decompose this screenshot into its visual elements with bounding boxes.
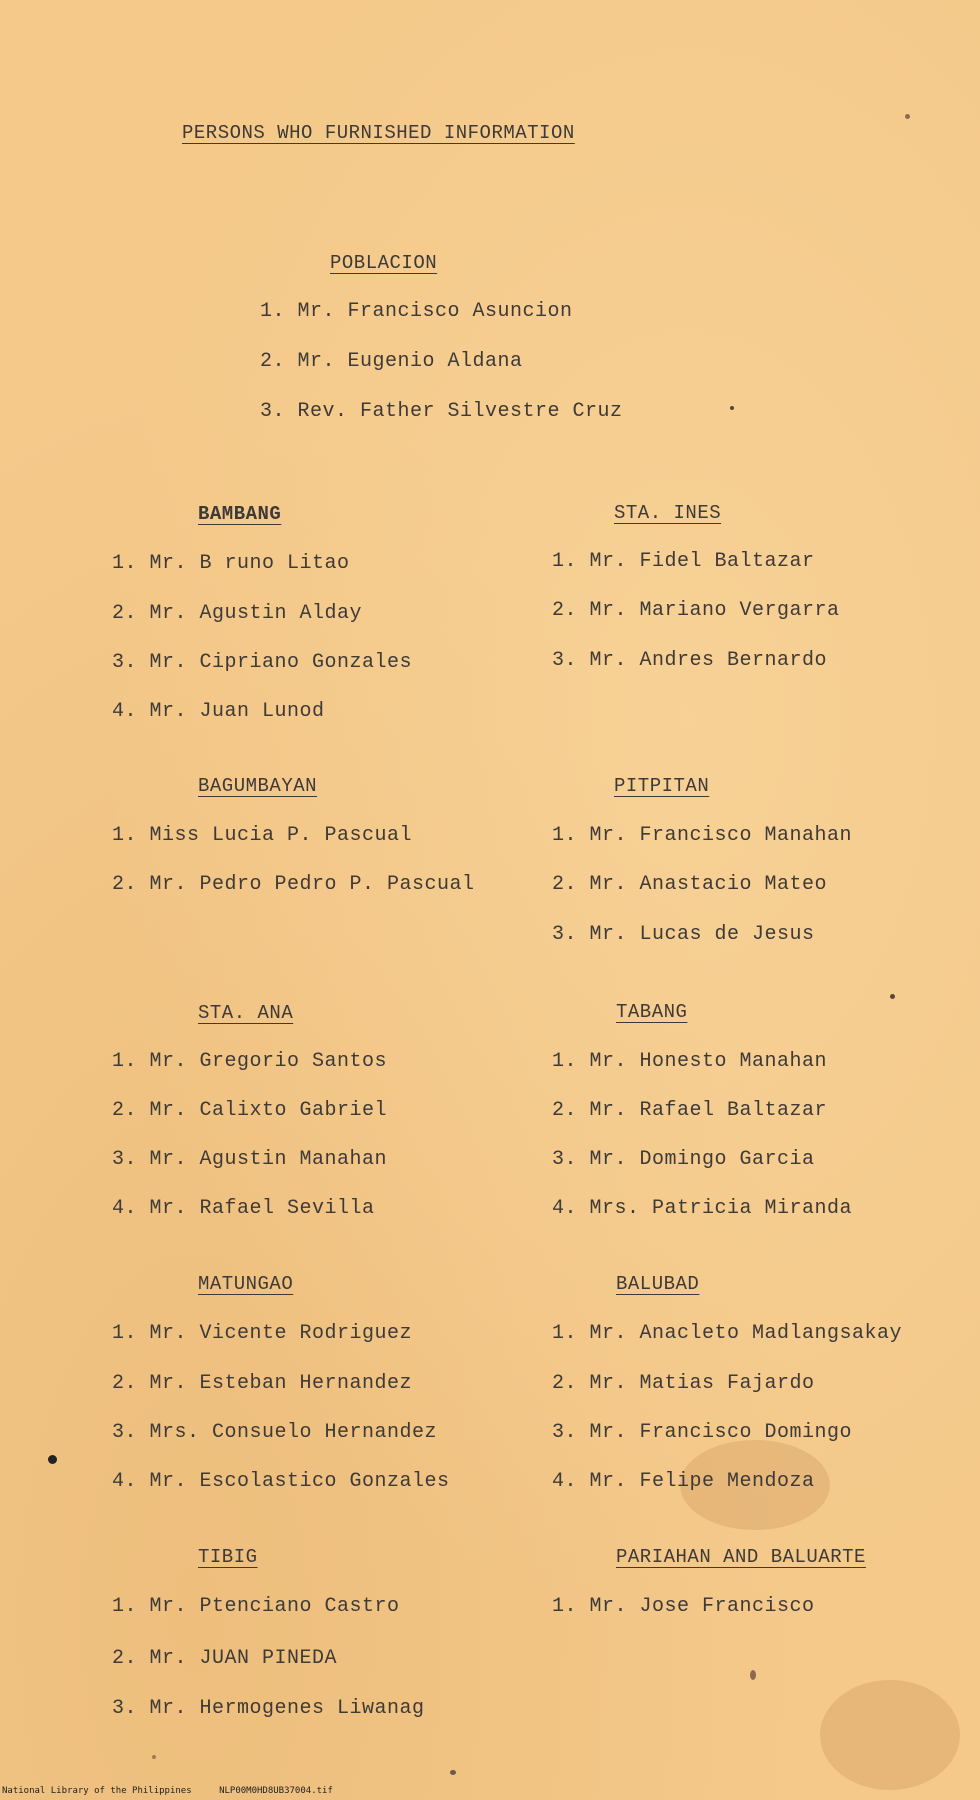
ink-speck (750, 1670, 756, 1680)
ink-speck (152, 1755, 156, 1759)
person-entry: 3. Mrs. Consuelo Hernandez (112, 1421, 438, 1444)
ink-speck (450, 1770, 456, 1775)
person-entry: 2. Mr. Pedro Pedro P. Pascual (112, 873, 475, 896)
person-entry: 1. Mr. Honesto Manahan (552, 1050, 828, 1073)
person-entry: 3. Rev. Father Silvestre Cruz (260, 400, 623, 423)
person-entry: 1. Mr. Ptenciano Castro (112, 1595, 400, 1618)
person-entry: 4. Mr. Juan Lunod (112, 700, 325, 723)
person-entry: 2. Mr. Rafael Baltazar (552, 1099, 828, 1122)
ink-speck (48, 1455, 57, 1464)
section-heading-tibig: TIBIG (198, 1546, 258, 1568)
section-heading-balubad: BALUBAD (616, 1273, 700, 1295)
person-entry: 3. Mr. Lucas de Jesus (552, 923, 815, 946)
person-entry: 1. Mr. Francisco Manahan (552, 824, 853, 847)
section-heading-bagumbayan: BAGUMBAYAN (198, 775, 318, 797)
person-entry: 3. Mr. Domingo Garcia (552, 1148, 815, 1171)
section-heading-pitpitan: PITPITAN (614, 775, 710, 797)
page-footer (2, 1786, 355, 1796)
section-heading-sta-ines: STA. INES (614, 502, 722, 524)
person-entry: 1. Mr. Vicente Rodriguez (112, 1322, 413, 1345)
person-entry: 2. Mr. Calixto Gabriel (112, 1099, 388, 1122)
section-heading-matungao: MATUNGAO (198, 1273, 294, 1295)
person-entry: 2. Mr. Agustin Alday (112, 602, 363, 625)
person-entry: 1. Mr. Francisco Asuncion (260, 300, 573, 323)
section-heading-bambang: BAMBANG (198, 503, 282, 525)
person-entry: 1. Mr. Fidel Baltazar (552, 550, 815, 573)
person-entry: 3. Mr. Andres Bernardo (552, 649, 828, 672)
section-heading-tabang: TABANG (616, 1001, 688, 1023)
ink-speck (730, 406, 734, 410)
person-entry: 2. Mr. Mariano Vergarra (552, 599, 840, 622)
person-entry: 2. Mr. Eugenio Aldana (260, 350, 523, 373)
person-entry: 1. Mr. Gregorio Santos (112, 1050, 388, 1073)
person-entry: 2. Mr. JUAN PINEDA (112, 1647, 338, 1670)
person-entry: 3. Mr. Francisco Domingo (552, 1421, 853, 1444)
person-entry: 3. Mr. Cipriano Gonzales (112, 651, 413, 674)
section-heading-sta-ana: STA. ANA (198, 1002, 294, 1024)
section-heading-poblacion: POBLACION (330, 252, 438, 274)
paper-stain (820, 1680, 960, 1790)
section-heading-pariahan-and-baluarte: PARIAHAN AND BALUARTE (616, 1546, 866, 1568)
ink-speck (890, 994, 895, 999)
person-entry: 3. Mr. Hermogenes Liwanag (112, 1697, 425, 1720)
footer-library: National Library of the Philippines (2, 1786, 192, 1796)
ink-speck (905, 114, 910, 119)
person-entry: 4. Mr. Escolastico Gonzales (112, 1470, 450, 1493)
footer-file-id: NLP00M0HD8UB37004.tif (219, 1786, 333, 1796)
person-entry: 2. Mr. Matias Fajardo (552, 1372, 815, 1395)
person-entry: 1. Mr. B runo Litao (112, 552, 350, 575)
person-entry: 4. Mr. Rafael Sevilla (112, 1197, 375, 1220)
person-entry: 2. Mr. Esteban Hernandez (112, 1372, 413, 1395)
person-entry: 1. Miss Lucia P. Pascual (112, 824, 413, 847)
person-entry: 2. Mr. Anastacio Mateo (552, 873, 828, 896)
person-entry: 4. Mrs. Patricia Miranda (552, 1197, 853, 1220)
person-entry: 4. Mr. Felipe Mendoza (552, 1470, 815, 1493)
person-entry: 1. Mr. Anacleto Madlangsakay (552, 1322, 903, 1345)
person-entry: 3. Mr. Agustin Manahan (112, 1148, 388, 1171)
person-entry: 1. Mr. Jose Francisco (552, 1595, 815, 1618)
page-title: PERSONS WHO FURNISHED INFORMATION (182, 122, 575, 144)
